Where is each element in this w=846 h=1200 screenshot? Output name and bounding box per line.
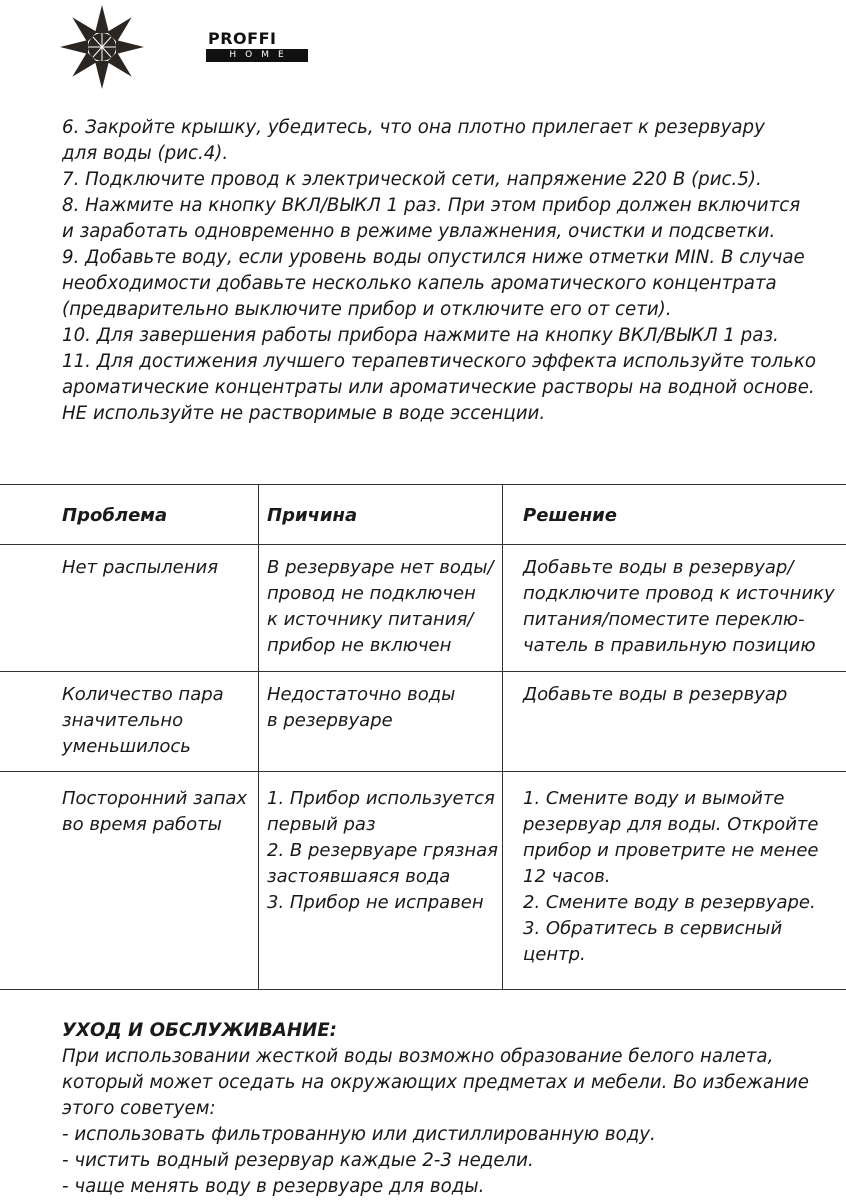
cell-line: к источнику питания/ [267, 609, 474, 630]
cell-line: прибор не включен [267, 635, 452, 656]
instruction-line: 6. Закройте крышку, убедитесь, что она плотно прилегает к резервуару [62, 117, 765, 138]
cause-cell [259, 772, 503, 990]
cell-line: Недостаточно воды [267, 684, 456, 705]
problem-cell [0, 545, 259, 672]
sunburst-logo-icon [60, 2, 145, 92]
instruction-line: для воды (рис.4). [62, 143, 229, 164]
solution-cell [503, 545, 846, 672]
cause-cell [259, 545, 503, 672]
cell-line: в резервуаре [267, 710, 393, 731]
instruction-line: 10. Для завершения работы прибора нажмите на кнопку ВКЛ/ВЫКЛ 1 раз. [62, 325, 779, 346]
solution-cell [503, 672, 846, 772]
table-row [0, 772, 846, 990]
troubleshooting-table [0, 484, 846, 990]
instructions-text [62, 115, 832, 427]
instruction-line: 11. Для достижения лучшего терапевтического эффекта используйте только [62, 351, 816, 372]
cell-line: 1. Прибор используется [267, 788, 495, 809]
instruction-line: ароматические концентраты или ароматические растворы на водной основе. [62, 377, 815, 398]
table-row [0, 672, 846, 772]
care-section [62, 1018, 832, 1200]
cell-line: Посторонний запах [62, 788, 248, 809]
care-line: который может оседать на окружающих предметах и мебели. Во избежание [62, 1072, 809, 1093]
header-problem: Проблема [62, 505, 168, 526]
cell-line: во время работы [62, 814, 222, 835]
instruction-line: (предварительно выключите прибор и отключите его от сети). [62, 299, 672, 320]
cell-line: первый раз [267, 814, 376, 835]
cell-line: 1. Смените воду и вымойте [523, 788, 785, 809]
cell-line: уменьшилось [62, 736, 191, 757]
cell-line: 3. Обратитесь в сервисный [523, 918, 783, 939]
cell-line: подключите провод к источнику [523, 583, 835, 604]
brand-logo [60, 2, 293, 92]
care-line: этого советуем: [62, 1098, 216, 1119]
cell-line: центр. [523, 944, 586, 965]
care-line: - чаще менять воду в резервуаре для воды. [62, 1176, 485, 1197]
cause-cell [259, 672, 503, 772]
care-title: УХОД И ОБСЛУЖИВАНИЕ: [62, 1020, 337, 1041]
table-header-row [0, 485, 846, 545]
brand-name: PROFFI [208, 29, 277, 48]
cell-line: питания/поместите переклю- [523, 609, 805, 630]
care-line: - использовать фильтрованную или дистиллированную воду. [62, 1124, 656, 1145]
care-line: При использовании жесткой воды возможно образование белого налета, [62, 1046, 774, 1067]
cell-line: Добавьте воды в резервуар/ [523, 557, 794, 578]
care-line: - чистить водный резервуар каждые 2-3 недели. [62, 1150, 534, 1171]
problem-cell [0, 772, 259, 990]
header-solution: Решение [503, 485, 846, 545]
instruction-line: 7. Подключите провод к электрической сети, напряжение 220 В (рис.5). [62, 169, 762, 190]
instruction-line: и заработать одновременно в режиме увлажнения, очистки и подсветки. [62, 221, 776, 242]
instruction-line: 9. Добавьте воду, если уровень воды опустился ниже отметки MIN. В случае [62, 247, 805, 268]
cell-line: Количество пара [62, 684, 224, 705]
cell-line: резервуар для воды. Откройте [523, 814, 819, 835]
brand-subtitle: HOME [206, 49, 308, 62]
cell-line: 3. Прибор не исправен [267, 892, 484, 913]
cell-line: В резервуаре нет воды/ [267, 557, 494, 578]
cell-line: 2. В резервуаре грязная [267, 840, 498, 861]
instruction-line: необходимости добавьте несколько капель ароматического концентрата [62, 273, 777, 294]
cell-line: застоявшаяся вода [267, 866, 451, 887]
solution-cell [503, 772, 846, 990]
header-cause: Причина [259, 485, 503, 545]
cell-line: 12 часов. [523, 866, 611, 887]
cell-line: Нет распыления [62, 557, 219, 578]
problem-cell [0, 672, 259, 772]
cell-line: Добавьте воды в резервуар [523, 684, 788, 705]
instruction-line: НЕ используйте не растворимые в воде эссенции. [62, 403, 546, 424]
cell-line: значительно [62, 710, 184, 731]
cell-line: 2. Смените воду в резервуаре. [523, 892, 816, 913]
instruction-line: 8. Нажмите на кнопку ВКЛ/ВЫКЛ 1 раз. При этом прибор должен включится [62, 195, 801, 216]
cell-line: чатель в правильную позицию [523, 635, 816, 656]
table-row [0, 545, 846, 672]
cell-line: прибор и проветрите не менее [523, 840, 819, 861]
cell-line: провод не подключен [267, 583, 476, 604]
